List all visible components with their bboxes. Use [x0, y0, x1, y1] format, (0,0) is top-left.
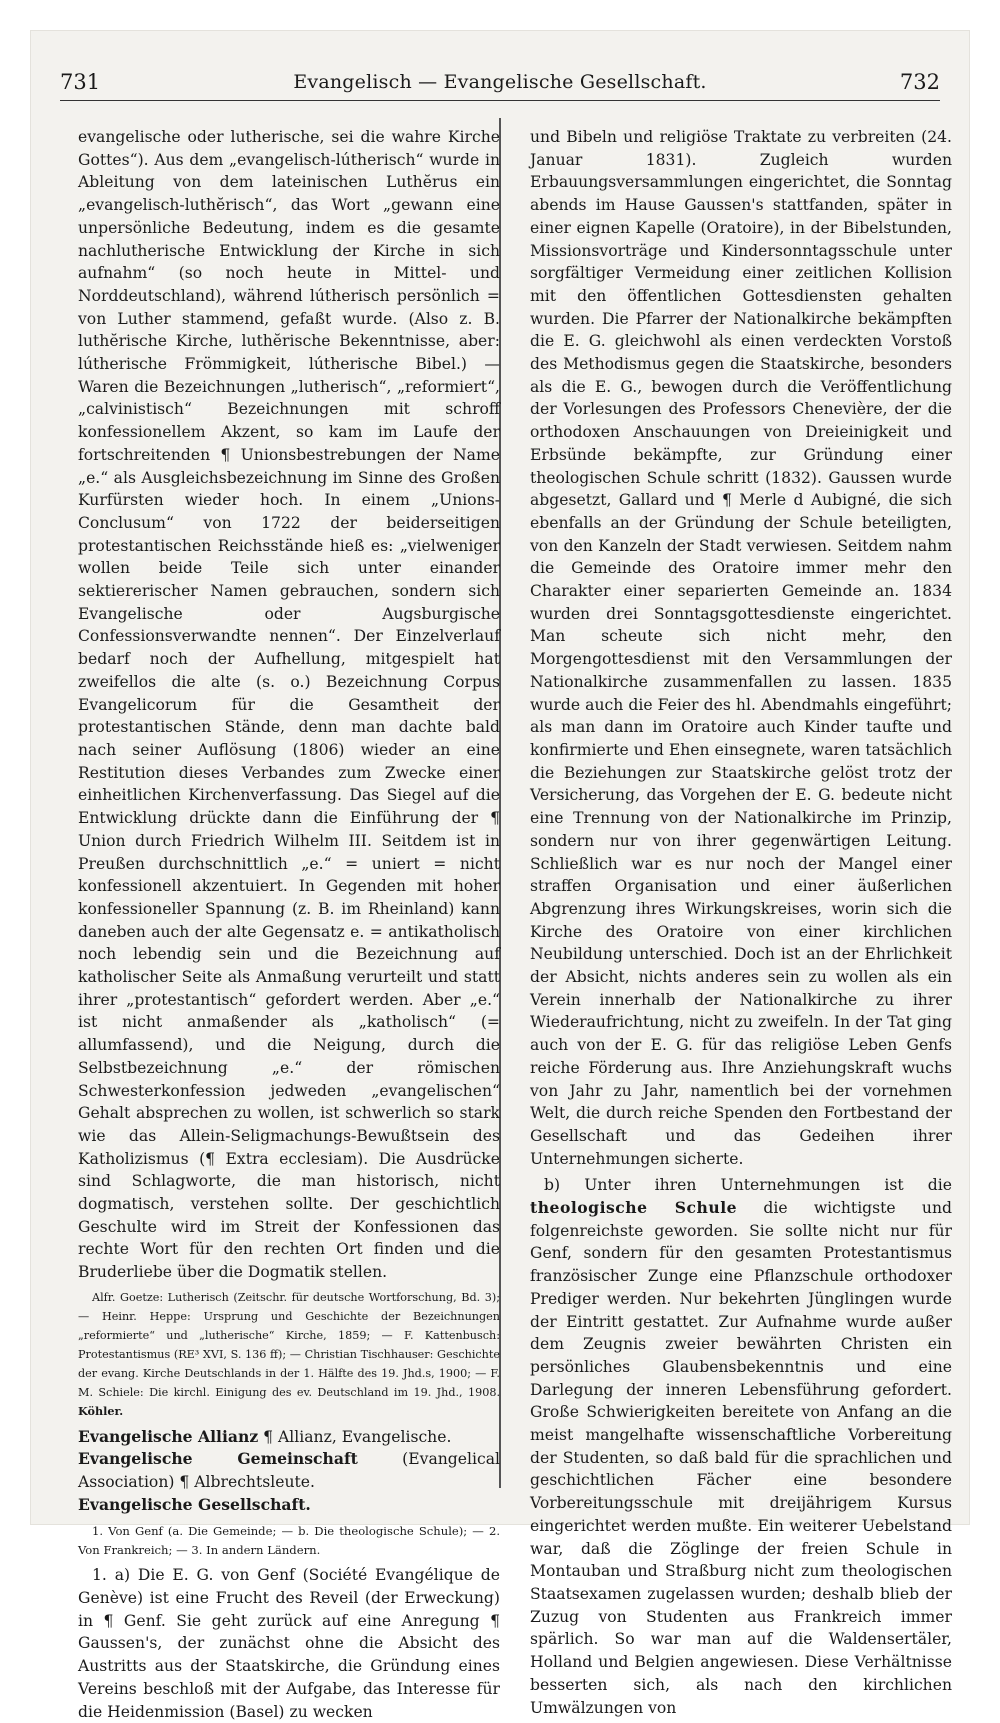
- entry-gemeinschaft-text: (Evangelical Association) ¶ Albrechtsleute.: [78, 1450, 500, 1491]
- paragraph-1b-term: theologische Schule: [530, 1198, 738, 1218]
- entry-gemeinschaft-head: Evangelische Gemeinschaft: [78, 1449, 358, 1469]
- paragraph-genf-continued: und Bibeln und religiöse Traktate zu verbreiten (24. Januar 1831). Zugleich wurden Erbauungsversammlungen eingerichtet, die Sonntag abends im Hause Gaussen's stattfanden, später in einer eignen Kapelle (Oratoire), in der Bibelstunden, Missionsvorträge und Kindersonntagsschule unter sorgfältiger Vermeidung einer zeitlichen Kollision mit den öffentlichen Gottesdiensten gehalten wurden. Die Pfarrer der Nationalkirche bekämpften die E. G. gleichwohl als einen verdeckten Vorstoß des Methodismus gegen die Staatskirche, besonders als die E. G., bewogen durch die Veröffentlichung der Vorlesungen des Professors Chenevière, der die orthodoxen Anschauungen von Dreieinigkeit und Erbsünde bekämpfte, zur Gründung einer theologischen Schule schritt (1832). Gaussen wurde abgesetzt, Gallard und ¶ Merle d Aubigné, die sich ebenfalls an der Gründung der Schule beteiligten, von den Kanzeln der Stadt verwiesen. Seitdem nahm die Gemeinde des Oratoire immer mehr den Charakter einer separierten Gemeinde an. 1834 wurden drei Sonntagsgottesdienste eingerichtet. Man scheute sich nicht mehr, den Morgengottesdienst mit den Versammlungen der Nationalkirche zusammenfallen zu lassen. 1835 wurde auch die Feier des hl. Abendmahls eingeführt; als man dann im Oratoire auch Kinder taufte und konfirmierte und Ehen einsegnete, waren tatsächlich die Beziehungen zur Staatskirche gelöst trotz der Versicherung, das Vorgehen der E. G. bedeute nicht eine Trennung von der Nationalkirche im Prinzip, sondern nur von ihrer gegenwärtigen Leitung. Schließlich war es nur noch der Mangel einer straffen Organisation und einer äußerlichen Abgrenzung ihres Wirkungskreises, worin sich die Kirche des Oratoire von einer kirchlichen Neubildung unterschied. Doch ist an der Ehrlichkeit der Absicht, nichts anderes sein zu wollen als ein Verein innerhalb der Nationalkirche zu ihrer Wiederaufrichtung, nicht zu zweifeln. In der Tat ging auch von der E. G. für das religiöse Leben Genfs reiche Förderung aus. Ihre Anziehungskraft wuchs von Jahr zu Jahr, namentlich bei der vornehmen Welt, die durch reiche Spenden den Fortbestand der Gesellschaft und das Gedeihen ihrer Unternehmungen sicherte.: [530, 128, 952, 1168]
- entry-allianz-text: ¶ Allianz, Evangelische.: [258, 1427, 452, 1446]
- entry-gesellschaft: [78, 1494, 500, 1517]
- page-header: [60, 66, 940, 101]
- left-column: [78, 126, 500, 1723]
- entry-allianz-head: Evangelische Allianz: [78, 1426, 259, 1446]
- paragraph-1b: [530, 1174, 952, 1719]
- running-title: Evangelisch — Evangelische Gesellschaft.: [293, 71, 707, 93]
- page-number-right: 732: [899, 70, 940, 94]
- literature-references: [78, 1288, 500, 1422]
- entry-gesellschaft-head: Evangelische Gesellschaft.: [78, 1494, 311, 1514]
- scanned-page: [30, 30, 970, 1721]
- section-overview: 1. Von Genf (a. Die Gemeinde; — b. Die theologische Schule); — 2. Von Frankreich; — 3. In andern Ländern.: [78, 1524, 500, 1558]
- page-number-left: 731: [60, 70, 101, 94]
- paragraph-1b-rest: die wichtigste und folgenreichste geworden. Sie sollte nicht nur für Genf, sondern für den gesamten Protestantismus französischer Zunge eine Pflanzschule orthodoxer Prediger werden. Nur bekehrten Jünglingen wurde der Eintritt gestattet. Zur Aufnahme wurde außer dem Zeugnis zweier bewährten Christen ein persönliches Glaubensbekenntnis und eine Darlegung der inneren Lebensführung gefordert. Große Schwierigkeiten bereitete von Anfang an die meist mangelhafte wissenschaftliche Vorbereitung der Studenten, so daß bald für die sprachlichen und geschichtlichen Fächer eine besondere Vorbereitungsschule mit dreijährigem Kursus eingerichtet werden mußte. Ein weiterer Uebelstand war, daß die Zöglinge der freien Schule in Montauban und Straßburg nicht zum theologischen Staatsexamen zugelassen wurden; deshalb blieb der Zuzug von Studenten aus Frankreich immer spärlich. So war man auf die Waldensertäler, Holland und Belgien angewiesen. Diese Verhältnisse besserten sich, als nach den kirchlichen Umwälzungen von: [530, 1199, 952, 1717]
- literature-text: Alfr. Goetze: Lutherisch (Zeitschr. für deutsche Wortforschung, Bd. 3); — Heinr. Heppe: Ursprung und Geschichte der Bezeichnungen „reformierte“ und „lutherische“ Kirche, 1859; — F. Kattenbusch: Protestantismus (RE³ XVI, S. 136 ff); — Christian Tischhauser: Geschichte der evang. Kirche Deutschlands in der 1. Hälfte des 19. Jhd.s, 1900; — F. M. Schiele: Die kirchl. Einigung des ev. Deutschland im 19. Jhd., 1908.: [78, 1290, 500, 1400]
- author-signature: Köhler.: [78, 1404, 124, 1419]
- paragraph-1b-lead: b) Unter ihren Unternehmungen ist die: [544, 1176, 952, 1195]
- entry-allianz: [78, 1426, 500, 1449]
- paragraph-evangelisch: evangelische oder lutherische, sei die wahre Kirche Gottes“). Aus dem „evangelisch-lútherisch“ wurde in Ableitung von dem lateinischen Luthĕrus ein „evangelisch-luthĕrisch“, das Wort „gewann eine unpersönliche Bedeutung, indem es die gesamte nachlutherische Entwicklung der Kirche in sich aufnahm“ (so noch heute in Mittel- und Norddeutschland), während lútherisch persönlich = von Luther stammend, gefaßt wurde. (Also z. B. luthĕrische Kirche, luthĕrische Bekenntnisse, aber: lútherische Frömmigkeit, lútherische Bibel.) — Waren die Bezeichnungen „lutherisch“, „reformiert“, „calvinistisch“ Bezeichnungen mit schroff konfessionellem Akzent, so kam im Laufe der fortschreitenden ¶ Unionsbestrebungen der Name „e.“ als Ausgleichsbezeichnung im Sinne des Großen Kurfürsten wieder hoch. In einem „Unions-Conclusum“ von 1722 der beiderseitigen protestantischen Reichsstände hieß es: „vielweniger wollen beide Teile sich unter einander sektiererischer Namen gebrauchen, sondern sich Evangelische oder Augsburgische Confessionsverwandte nennen“. Der Einzelverlauf bedarf noch der Aufhellung, mitgespielt hat zweifellos die alte (s. o.) Bezeichnung Corpus Evangelicorum für die Gesamtheit der protestantischen Stände, denn man dachte bald nach seiner Auflösung (1806) wieder an eine Restitution dieses Verbandes zum Zwecke einer einheitlichen Kirchenverfassung. Das Siegel auf die Entwicklung drückte dann die Einführung der ¶ Union durch Friedrich Wilhelm III. Seitdem ist in Preußen durchschnittlich „e.“ = uniert = nicht konfessionell akzentuiert. In Gegenden mit hoher konfessioneller Spannung (z. B. im Rheinland) kann daneben auch der alte Gegensatz e. = antikatholisch noch lebendig sein und die Bezeichnung auf katholischer Seite als Anmaßung verurteilt und statt ihrer „protestantisch“ gefordert werden. Aber „e.“ ist nicht anmaßender als „katholisch“ (= allumfassend), und die Neigung, durch die Selbstbezeichnung „e.“ der römischen Schwesterkonfession jedweden „evangelischen“ Gehalt absprechen zu wollen, ist schwerlich so stark wie das Allein-Seligmachungs-Bewußtsein des Katholizismus (¶ Extra ecclesiam). Die Ausdrücke sind Schlagworte, die man historisch, nicht dogmatisch, verstehen sollte. Der geschichtlich Geschulte wird im Streit der Konfessionen das rechte Wort für den rechten Ort finden und die Bruderliebe über die Dogmatik stellen.: [78, 128, 500, 1282]
- right-column: [530, 126, 952, 1719]
- paragraph-1a: 1. a) Die E. G. von Genf (Société Evangélique de Genève) ist eine Frucht des Reveil (der Erweckung) in ¶ Genf. Sie geht zurück auf eine Anregung ¶ Gaussen's, der zunächst ohne die Absicht des Austritts aus der Staatskirche, die Gründung eines Vereins beschloß mit der Aufgabe, das Interesse für die Heidenmission (Basel) zu wecken: [78, 1566, 500, 1721]
- entry-gemeinschaft: [78, 1448, 500, 1493]
